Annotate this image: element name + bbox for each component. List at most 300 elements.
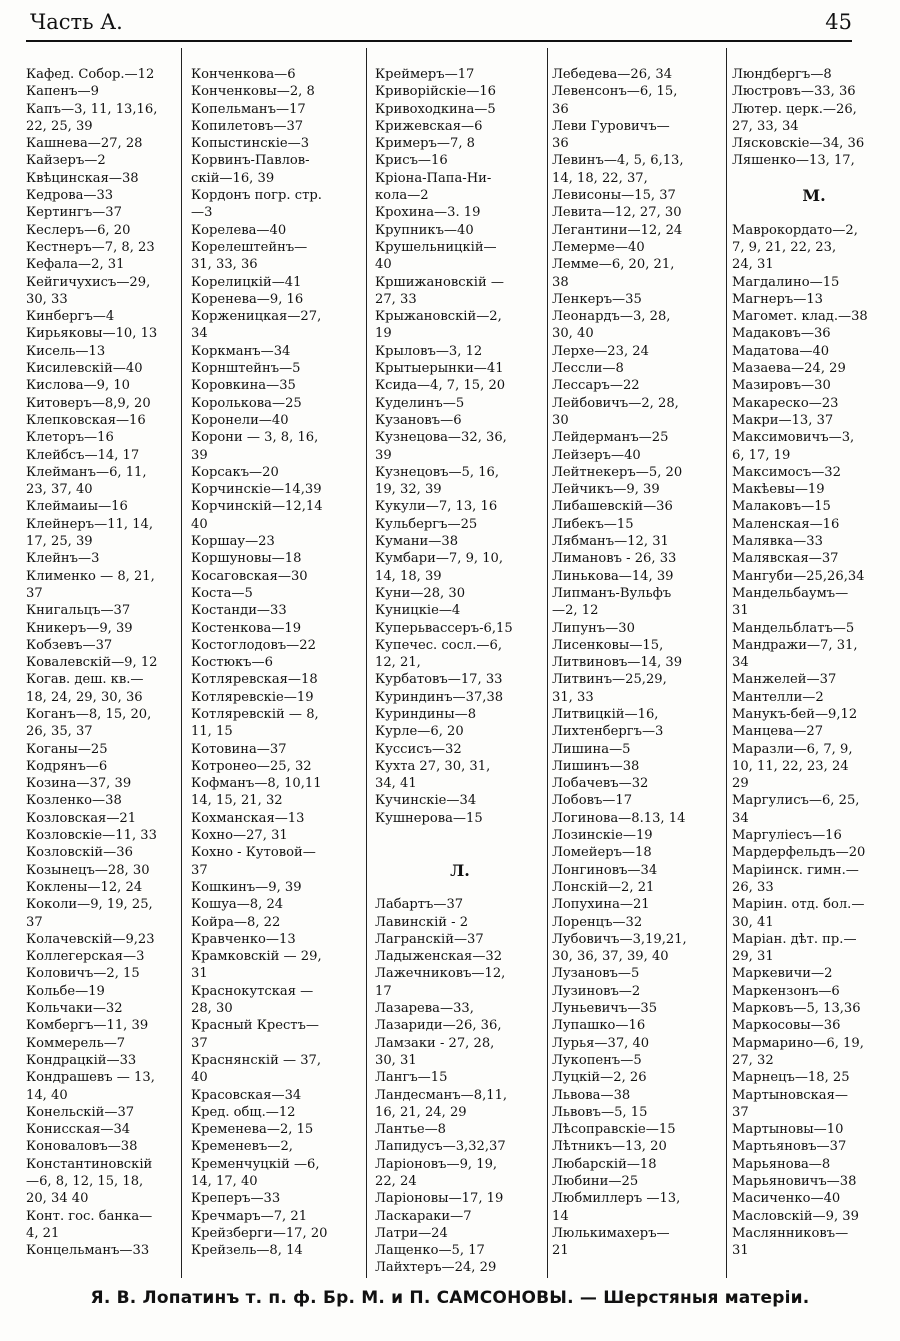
directory-entry-line: Маріинск. гимн.—: [732, 862, 859, 878]
column-4: [552, 66, 724, 1278]
directory-entry-line: Капенъ—9: [26, 84, 99, 100]
directory-entry-line: Ломейеръ—18: [552, 845, 652, 861]
page-number: 45: [825, 10, 852, 34]
directory-entry-line: 34, 41: [375, 776, 417, 792]
directory-entry-line: Кафед. Собор.—12: [26, 67, 155, 82]
directory-entry-line: Коровкина—35: [191, 378, 296, 394]
directory-entry-line: Лейчикъ—9, 39: [552, 482, 660, 498]
directory-entry-line: Лѣтникъ—13, 20: [552, 1139, 667, 1155]
directory-entry-line: 11, 15: [191, 724, 233, 740]
directory-entry-line: Койра—8, 22: [191, 914, 281, 930]
directory-entry-line: Корони — 3, 8, 16,: [191, 430, 319, 446]
directory-entry-line: Лисенковы—15,: [552, 637, 664, 653]
directory-entry-line: Легантини—12, 24: [552, 222, 683, 238]
directory-entry-line: Костанди—33: [191, 603, 287, 619]
directory-entry-line: Кофманъ—8, 10,11: [191, 776, 322, 792]
directory-entry-line: Лобачевъ—32: [552, 776, 649, 792]
directory-entry-line: 37: [26, 585, 43, 601]
directory-entry-line: 34: [732, 655, 749, 671]
directory-entry-line: Кинбергъ—4: [26, 309, 115, 325]
directory-entry-line: Косаговская—30: [191, 568, 308, 584]
directory-entry-line: 26, 35, 37: [26, 724, 93, 740]
directory-entry-line: Козленко—38: [26, 793, 122, 809]
directory-entry-line: Конченковы—2, 8: [191, 84, 315, 100]
directory-entry-line: Краснокутская —: [191, 983, 314, 999]
directory-entry-line: Корчинскіе—14,39: [191, 482, 322, 498]
directory-entry-line: Ковалевскій—9, 12: [26, 655, 158, 671]
directory-entry-line: Лемме—6, 20, 21,: [552, 257, 675, 273]
directory-entry-line: Ладыженская—32: [375, 949, 503, 965]
directory-entry-line: Лонгиновъ—34: [552, 862, 658, 878]
directory-entry-line: Ласкараки—7: [375, 1208, 472, 1224]
directory-entry-line: Клименко — 8, 21,: [26, 568, 155, 584]
directory-entry-line: 22, 24: [375, 1174, 417, 1189]
directory-entry-line: Лоренцъ—32: [552, 914, 643, 930]
directory-entry-line: Лубовичъ—3,19,21,: [552, 931, 687, 947]
directory-entry-line: Левенсонъ—6, 15,: [552, 84, 678, 100]
directory-entry-line: Лурья—37, 40: [552, 1035, 650, 1051]
directory-entry-line: 31, 33: [552, 689, 594, 705]
directory-entry-line: Кисилевскій—40: [26, 361, 143, 377]
directory-entry-line: Кравченко—13: [191, 931, 296, 947]
directory-entry-line: Кохно - Кутовой—: [191, 845, 316, 861]
directory-entry-line: Квѣцинская—38: [26, 170, 139, 186]
directory-entry-line: Максимосъ—32: [732, 464, 841, 480]
directory-entry-line: Малаковъ—15: [732, 499, 831, 515]
directory-entry-line: Маразли—6, 7, 9,: [732, 741, 853, 757]
directory-entry-line: Левинъ—4, 5, 6,13,: [552, 153, 684, 169]
directory-entry-line: Маркензонъ—6: [732, 983, 840, 999]
directory-entry-line: Коганъ—8, 15, 20,: [26, 706, 152, 722]
directory-entry-line: 12, 21,: [375, 655, 421, 671]
directory-entry-line: Лапидусъ—3,32,37: [375, 1139, 506, 1155]
directory-entry-line: Лазарева—33,: [375, 1001, 474, 1017]
directory-entry-line: 14, 15, 21, 32: [191, 793, 283, 809]
directory-entry-line: Марковъ—5, 13,36: [732, 1001, 861, 1017]
directory-entry-line: 17, 25, 39: [26, 534, 93, 550]
directory-entry-line: Кред. общ.—12: [191, 1104, 296, 1120]
directory-entry-line: Костенкова—19: [191, 620, 302, 636]
column-5: [732, 66, 896, 1278]
directory-columns: [26, 66, 868, 1282]
directory-entry-line: Мандельбаумъ—: [732, 585, 849, 601]
directory-entry-line: Корелева—40: [191, 222, 287, 238]
directory-entry-line: 27, 33: [375, 291, 417, 307]
directory-entry-line: Лябманъ—12, 31: [552, 534, 669, 550]
directory-entry-line: Кривоходкина—5: [375, 101, 496, 117]
directory-entry-line: 39: [191, 447, 208, 463]
directory-entry-line: 21: [552, 1243, 569, 1259]
directory-entry-line: Корнштейнъ—5: [191, 361, 301, 377]
directory-entry-line: Кертингъ—37: [26, 205, 122, 221]
directory-entry-line: Коммерель—7: [26, 1035, 126, 1051]
directory-entry-line: 10, 11, 22, 23, 24: [732, 758, 849, 774]
directory-entry-line: Марьянова—8: [732, 1156, 831, 1172]
directory-entry-line: Креперъ—33: [191, 1191, 281, 1207]
directory-entry-line: Литвиновъ—14, 39: [552, 655, 683, 671]
directory-entry-line: Липунъ—30: [552, 620, 635, 636]
directory-entry-line: 30, 41: [732, 914, 774, 930]
directory-entry-line: Корелештейнъ—: [191, 239, 308, 255]
directory-entry-line: Крамковскій — 29,: [191, 949, 322, 965]
directory-entry-line: Люстровъ—33, 36: [732, 84, 856, 100]
directory-entry-line: 37: [732, 1104, 749, 1120]
directory-entry-line: Коганы—25: [26, 741, 108, 757]
advertisement-footer: Я. В. Лопатинъ т. п. ф. Бр. М. и П. САМСОНОВЫ. — Шерстяныя матеріи.: [90, 1288, 810, 1308]
directory-entry-line: 29: [732, 776, 749, 792]
directory-entry-line: Любини—25: [552, 1174, 639, 1189]
directory-entry-line: Лангъ—15: [375, 1070, 448, 1086]
directory-entry-line: Мангуби—25,26,34: [732, 568, 865, 584]
directory-entry-line: Кестнеръ—7, 8, 23: [26, 239, 155, 255]
directory-entry-line: Крисъ—16: [375, 153, 448, 169]
directory-entry-line: Ляшенко—13, 17,: [732, 153, 855, 169]
directory-entry-line: Копилетовъ—37: [191, 118, 304, 134]
directory-entry-line: Куссисъ—32: [375, 741, 462, 757]
directory-entry-line: 14, 18, 39: [375, 568, 442, 584]
directory-entry-line: Клейнеръ—11, 14,: [26, 516, 154, 532]
directory-entry-line: Кашнева—27, 28: [26, 136, 143, 152]
directory-entry-line: Криворійскіе—16: [375, 84, 497, 100]
directory-entry-line: Ксида—4, 7, 15, 20: [375, 378, 506, 394]
directory-entry-line: Крыловъ—3, 12: [375, 343, 483, 359]
directory-entry-line: Кременевъ—2,: [191, 1139, 293, 1155]
directory-entry-line: Концельманъ—33: [26, 1243, 150, 1259]
directory-entry-line: Коколи—9, 19, 25,: [26, 897, 153, 913]
directory-entry-line: Конельскій—37: [26, 1104, 135, 1120]
directory-entry-line: Книгальцъ—37: [26, 603, 131, 619]
directory-entry-line: Кршижановскій —: [375, 274, 504, 290]
directory-entry-line: Мадатова—40: [732, 343, 830, 359]
directory-entry-line: Мазаева—24, 29: [732, 361, 846, 377]
directory-entry-line: Латри—24: [375, 1225, 448, 1241]
directory-entry-line: Лейдерманъ—25: [552, 430, 669, 446]
directory-entry-line: 27, 32: [732, 1052, 774, 1068]
directory-entry-line: Лащенко—5, 17: [375, 1243, 485, 1259]
directory-entry-line: Манцева—27: [732, 724, 824, 740]
directory-entry-line: 24, 31: [732, 257, 774, 273]
directory-entry-line: Козловскіе—11, 33: [26, 828, 157, 844]
directory-entry-line: —3: [191, 205, 213, 221]
directory-entry-line: Куперьвассеръ-6,15: [375, 620, 513, 636]
directory-entry-line: Крижевская—6: [375, 118, 483, 134]
directory-entry-line: Кохно—27, 31: [191, 828, 288, 844]
directory-entry-line: Лейбовичъ—2, 28,: [552, 395, 679, 411]
directory-entry-line: Красный Крестъ—: [191, 1018, 319, 1034]
directory-entry-line: Кислова—9, 10: [26, 378, 130, 394]
directory-entry-line: Кольчаки—32: [26, 1001, 123, 1017]
directory-entry-line: Левита—12, 27, 30: [552, 205, 682, 221]
directory-entry-line: Корчинскій—12,14: [191, 499, 323, 515]
directory-entry-line: 40: [191, 1070, 208, 1086]
directory-entry-line: Лобовъ—17: [552, 793, 633, 809]
directory-entry-line: Максимовичъ—3,: [732, 430, 855, 446]
directory-entry-line: Масловскій—9, 39: [732, 1208, 859, 1224]
directory-entry-line: 30, 36, 37, 39, 40: [552, 949, 669, 965]
directory-entry-line: 14, 18, 22, 37,: [552, 170, 648, 186]
directory-entry-line: Коллегерская—3: [26, 949, 145, 965]
directory-entry-line: Куни—28, 30: [375, 585, 466, 601]
directory-entry-line: Маврокордато—2,: [732, 222, 858, 238]
directory-entry-line: Кеслеръ—6, 20: [26, 222, 131, 238]
directory-entry-line: 26, 33: [732, 879, 774, 895]
directory-entry-line: Маріан. дѣт. пр.—: [732, 931, 857, 947]
directory-entry-line: Кефала—2, 31: [26, 257, 125, 273]
directory-entry-line: Манукъ-бей—9,12: [732, 706, 858, 722]
directory-entry-line: 14, 40: [26, 1087, 68, 1103]
directory-entry-line: Кукули—7, 13, 16: [375, 499, 498, 515]
column-1: [26, 66, 176, 1278]
directory-entry-line: 37: [191, 862, 208, 878]
directory-entry-line: Луцкій—2, 26: [552, 1070, 647, 1086]
column-divider: [726, 48, 727, 1278]
directory-entry-line: Левисоны—15, 37: [552, 188, 676, 204]
directory-entry-line: Конисская—34: [26, 1122, 131, 1138]
directory-entry-line: Луньевичъ—35: [552, 1001, 658, 1017]
directory-entry-line: Копыстинскіе—3: [191, 136, 310, 152]
part-title: Часть А.: [30, 10, 123, 34]
directory-entry-line: Лѣсоправскіе—15: [552, 1122, 676, 1138]
directory-entry-line: Лонскій—2, 21: [552, 879, 655, 895]
section-letter-heading: Л.: [450, 860, 470, 880]
directory-entry-line: кола—2: [375, 188, 429, 204]
directory-entry-line: Леонардъ—3, 28,: [552, 309, 671, 325]
directory-entry-line: [375, 879, 545, 896]
column-divider: [181, 48, 182, 1278]
directory-entry-line: Кордонъ погр. стр.: [191, 188, 322, 204]
directory-entry-line: Кумбари—7, 9, 10,: [375, 551, 504, 567]
directory-entry-line: Корелицкій—41: [191, 274, 302, 290]
directory-entry-line: Кейгичухисъ—29,: [26, 274, 151, 290]
directory-entry-line: Котовина—37: [191, 741, 287, 757]
directory-entry-line: Лузановъ—5: [552, 966, 640, 982]
directory-entry-line: Кріона-Папа-Ни-: [375, 170, 492, 186]
directory-entry-line: Курбатовъ—17, 33: [375, 672, 503, 688]
directory-entry-line: 14: [552, 1208, 569, 1224]
directory-entry-line: 4, 21: [26, 1225, 60, 1241]
directory-entry-line: Леви Гуровичъ—: [552, 118, 670, 134]
directory-entry-line: Крохина—3. 19: [375, 205, 481, 221]
directory-entry-line: Котляревскіе—19: [191, 689, 314, 705]
directory-entry-line: Марнецъ—18, 25: [732, 1070, 850, 1086]
directory-entry-line: Кременчуцкій —6,: [191, 1156, 320, 1172]
directory-entry-line: Лишинъ—38: [552, 758, 640, 774]
directory-entry-line: Коноваловъ—38: [26, 1139, 138, 1155]
directory-entry-line: 16, 21, 24, 29: [375, 1104, 467, 1120]
directory-entry-line: Маргуліесъ—16: [732, 828, 842, 844]
directory-entry-line: Крупникъ—40: [375, 222, 474, 238]
directory-entry-line: Лейзеръ—40: [552, 447, 641, 463]
directory-entry-line: Лазариди—26, 36,: [375, 1018, 502, 1034]
directory-entry-line: Липманъ-Вульфъ: [552, 585, 672, 601]
directory-entry-line: 20, 34 40: [26, 1191, 89, 1207]
directory-entry-line: Коклены—12, 24: [26, 879, 143, 895]
directory-entry-line: Китоверъ—8,9, 20: [26, 395, 151, 411]
directory-entry-line: 23, 37, 40: [26, 482, 93, 498]
directory-entry-line: —2, 12: [552, 603, 599, 619]
directory-entry-line: Клеторъ—16: [26, 430, 114, 446]
directory-entry-line: 28, 30: [191, 1001, 233, 1017]
directory-entry-line: Литвицкій—16,: [552, 706, 659, 722]
directory-entry-line: 29, 31: [732, 949, 774, 965]
directory-entry-line: Лясковскіе—34, 36: [732, 136, 865, 152]
directory-entry-line: Маркосовы—36: [732, 1018, 841, 1034]
directory-entry-line: 36: [552, 101, 569, 117]
directory-entry-line: Лихтенбергъ—3: [552, 724, 664, 740]
directory-entry-line: 30: [552, 412, 569, 428]
directory-entry-line: Корсакъ—20: [191, 464, 279, 480]
directory-entry-line: Макареско—23: [732, 395, 839, 411]
directory-entry-line: 39: [375, 447, 392, 463]
directory-entry-line: Мардерфельдъ—20: [732, 845, 866, 861]
directory-entry-line: Мартыновская—: [732, 1087, 848, 1103]
directory-entry-line: Клейманъ—6, 11,: [26, 464, 147, 480]
directory-entry-line: Любарскій—18: [552, 1156, 657, 1172]
directory-entry-line: Корженицкая—27,: [191, 309, 322, 325]
directory-entry-line: Крейзберги—17, 20: [191, 1225, 328, 1241]
directory-entry-line: Коловичъ—2, 15: [26, 966, 140, 982]
directory-entry-line: Львовъ—5, 15: [552, 1104, 648, 1120]
directory-entry-line: Кременева—2, 15: [191, 1122, 314, 1138]
directory-entry-line: Кольбе—19: [26, 983, 105, 999]
directory-entry-line: Люндбергъ—8: [732, 67, 832, 82]
directory-entry-line: Лабартъ—37: [375, 897, 464, 913]
directory-entry-line: Маслянниковъ—: [732, 1225, 849, 1241]
directory-entry-line: Маріин. отд. бол.—: [732, 897, 865, 913]
directory-entry-line: Ламзаки - 27, 28,: [375, 1035, 495, 1051]
directory-entry-line: Мартьяновъ—37: [732, 1139, 847, 1155]
directory-entry-line: Клепковская—16: [26, 412, 146, 428]
directory-entry-line: Кирьяковы—10, 13: [26, 326, 158, 342]
directory-entry-line: Кухта 27, 30, 31,: [375, 758, 491, 774]
directory-entry-line: 22, 25, 39: [26, 118, 93, 134]
directory-entry-line: Лукопенъ—5: [552, 1052, 642, 1068]
directory-entry-line: Лантье—8: [375, 1122, 447, 1138]
column-2: [191, 66, 363, 1278]
directory-entry-line: Кошкинъ—9, 39: [191, 879, 302, 895]
directory-entry-line: Клеймаиы—16: [26, 499, 128, 515]
directory-entry-line: Лузиновъ—2: [552, 983, 641, 999]
directory-entry-line: 7, 9, 21, 22, 23,: [732, 239, 837, 255]
directory-entry-line: Конт. гос. банка—: [26, 1208, 153, 1224]
directory-entry-line: Крейзель—8, 14: [191, 1243, 303, 1259]
directory-entry-line: Корвинъ-Павлов-: [191, 153, 310, 169]
directory-entry-line: 34: [732, 810, 749, 826]
directory-entry-line: Козловскій—36: [26, 845, 133, 861]
directory-entry-line: Когав. деш. кв.—: [26, 672, 144, 688]
directory-entry-line: [375, 827, 545, 844]
directory-entry-line: Лютер. церк.—26,: [732, 101, 857, 117]
directory-entry-line: Кникеръ—9, 39: [26, 620, 133, 636]
directory-entry-line: Лавинскій - 2: [375, 914, 469, 930]
directory-entry-line: Марьяновичъ—38: [732, 1174, 857, 1189]
directory-entry-line: Макѣевы—19: [732, 482, 825, 498]
directory-entry-line: [375, 844, 545, 861]
directory-entry-line: Козловская—21: [26, 810, 137, 826]
directory-entry-line: 40: [375, 257, 392, 273]
directory-entry-line: Козынецъ—28, 30: [26, 862, 150, 878]
directory-entry-line: Коркманъ—34: [191, 343, 291, 359]
directory-entry-line: Красовская—34: [191, 1087, 302, 1103]
directory-entry-line: Коршау—23: [191, 534, 275, 550]
directory-entry-line: Капъ—3, 11, 13,16,: [26, 101, 158, 117]
directory-entry-line: [732, 170, 896, 187]
directory-entry-line: Котляревскій — 8,: [191, 706, 319, 722]
directory-entry-line: 30, 40: [552, 326, 594, 342]
directory-entry-line: 37: [191, 1035, 208, 1051]
directory-entry-line: Магдалино—15: [732, 274, 840, 290]
directory-entry-line: Королькова—25: [191, 395, 302, 411]
directory-entry-line: Костоглодовъ—22: [191, 637, 316, 653]
directory-entry-line: Кузнецовъ—5, 16,: [375, 464, 500, 480]
directory-entry-line: Куриндинъ—37,38: [375, 689, 504, 705]
directory-entry-line: Кречмаръ—7, 21: [191, 1208, 308, 1224]
directory-entry-line: Котронео—25, 32: [191, 758, 312, 774]
directory-entry-line: Клейнъ—3: [26, 551, 100, 567]
directory-entry-line: Клейбсъ—14, 17: [26, 447, 140, 463]
directory-entry-line: Крушельницкій—: [375, 239, 497, 255]
directory-entry-line: Лайхтеръ—24, 29: [375, 1260, 497, 1276]
directory-entry-line: Коронели—40: [191, 412, 289, 428]
directory-entry-line: Логинова—8.13, 14: [552, 810, 686, 826]
page-header: [26, 8, 852, 42]
directory-entry-line: Козина—37, 39: [26, 776, 132, 792]
directory-entry-line: Кондрацкій—33: [26, 1052, 137, 1068]
directory-entry-line: Кохманская—13: [191, 810, 305, 826]
directory-entry-line: Конченкова—6: [191, 67, 296, 82]
directory-entry-line: [732, 204, 896, 221]
directory-entry-line: Лемерме—40: [552, 239, 645, 255]
directory-entry-line: Лейтнекеръ—5, 20: [552, 464, 683, 480]
directory-entry-line: Лессаръ—22: [552, 378, 640, 394]
directory-entry-line: Мантелли—2: [732, 689, 824, 705]
directory-entry-line: 31, 33, 36: [191, 257, 258, 273]
directory-entry-line: Либашевскій—36: [552, 499, 673, 515]
directory-entry-line: Кайзеръ—2: [26, 153, 106, 169]
directory-entry-line: 38: [552, 274, 569, 290]
directory-entry-line: Малявка—33: [732, 534, 823, 550]
directory-entry-line: —6, 8, 12, 15, 18,: [26, 1174, 144, 1189]
directory-entry-line: Ленкеръ—35: [552, 291, 642, 307]
directory-entry-line: Малявская—37: [732, 551, 839, 567]
directory-entry-line: Кондрашевъ — 13,: [26, 1070, 155, 1086]
directory-entry-line: Мандражи—7, 31,: [732, 637, 858, 653]
directory-entry-line: Магомет. клад.—38: [732, 309, 868, 325]
directory-entry-line: Курле—6, 20: [375, 724, 464, 740]
column-divider: [366, 48, 367, 1278]
directory-entry-line: 34: [191, 326, 208, 342]
section-letter-heading: М.: [802, 186, 826, 206]
directory-entry-line: Костюкъ—6: [191, 655, 273, 671]
directory-entry-line: Лишина—5: [552, 741, 631, 757]
directory-entry-line: Либекъ—15: [552, 516, 634, 532]
directory-entry-line: 18, 24, 29, 30, 36: [26, 689, 143, 705]
directory-entry-line: Коршуновы—18: [191, 551, 302, 567]
directory-entry-line: 31: [732, 603, 749, 619]
directory-entry-line: Коренева—9, 16: [191, 291, 304, 307]
directory-entry-line: Лерхе—23, 24: [552, 343, 649, 359]
directory-entry-line: 19: [375, 326, 392, 342]
directory-entry-line: Купечес. сосл.—6,: [375, 637, 502, 653]
directory-entry-line: Магнеръ—13: [732, 291, 824, 307]
directory-entry-line: Кобзевъ—37: [26, 637, 113, 653]
directory-entry-line: Мандельблатъ—5: [732, 620, 855, 636]
directory-entry-line: Манжелей—37: [732, 672, 837, 688]
directory-entry-line: Лажечниковъ—12,: [375, 966, 506, 982]
directory-entry-line: Куделинъ—5: [375, 395, 465, 411]
directory-entry-line: Лебедева—26, 34: [552, 67, 673, 82]
directory-entry-line: Линькова—14, 39: [552, 568, 674, 584]
